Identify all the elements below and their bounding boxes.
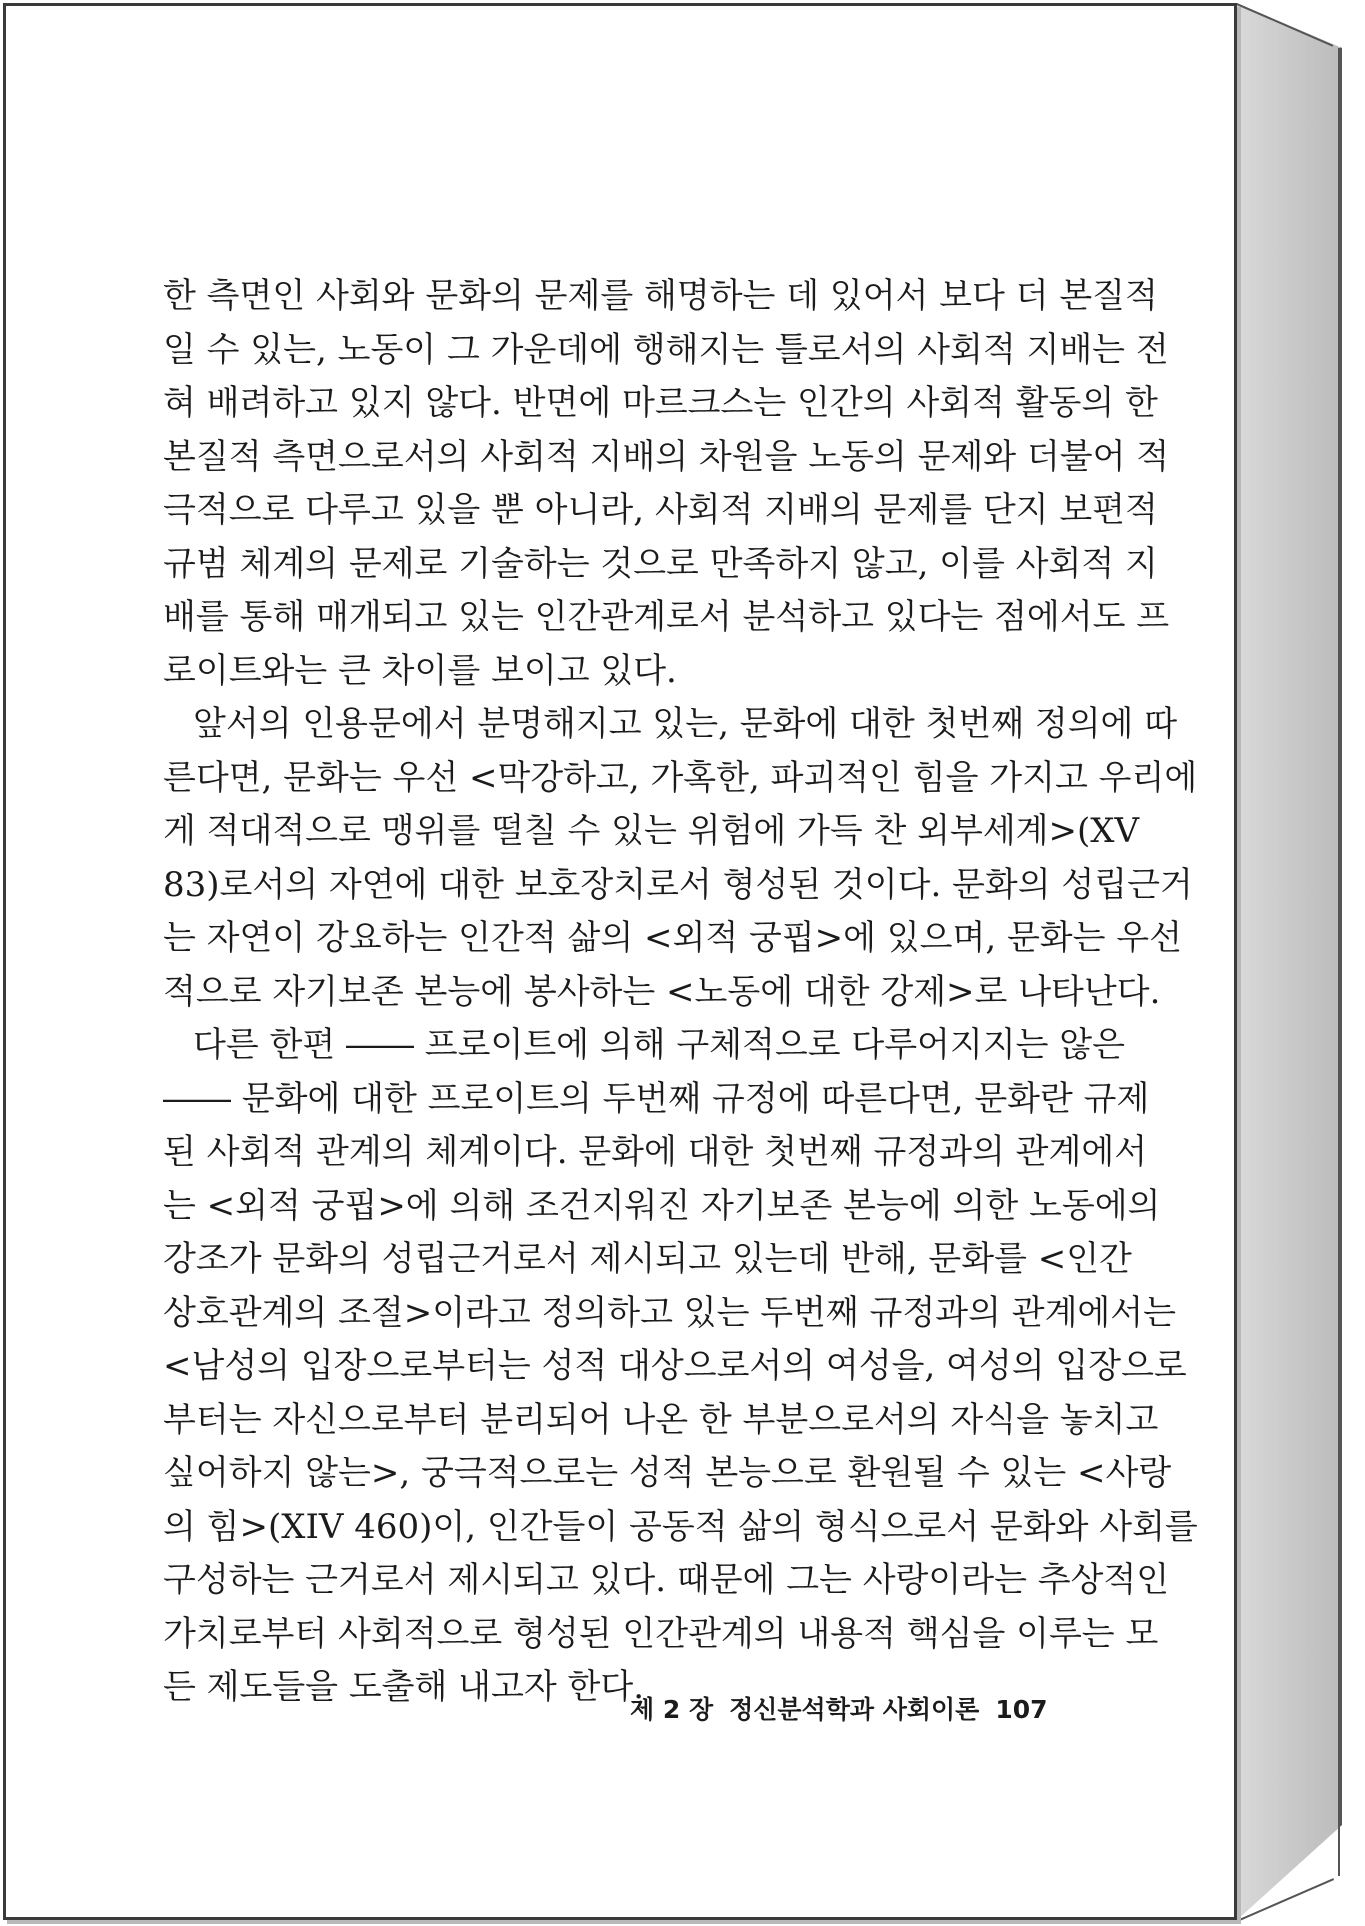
text-line: ―― 문화에 대한 프로이트의 두번째 규정에 따른다면, 문화란 규제 <box>163 1078 1150 1119</box>
text-line: 적으로 자기보존 본능에 봉사하는 <노동에 대한 강제>로 나타난다. <box>163 971 1161 1012</box>
footer-chapter: 제 2 장 <box>630 1695 714 1724</box>
text-line: 부터는 자신으로부터 분리되어 나온 한 부분으로서의 자식을 놓치고 <box>163 1399 1159 1440</box>
text-line: 극적으로 다루고 있을 뿐 아니라, 사회적 지배의 문제를 단지 보편적 <box>163 490 1158 530</box>
paragraph <box>163 698 1198 1019</box>
text-line: 구성하는 근거로서 제시되고 있다. 때문에 그는 사랑이라는 추상적인 <box>163 1560 1170 1600</box>
footer-title: 정신분석학과 사회이론 <box>729 1695 980 1724</box>
text-line: 른다면, 문화는 우선 <막강하고, 가혹한, 파괴적인 힘을 가지고 우리에 <box>163 757 1198 798</box>
text-line: 83)로서의 자연에 대한 보호장치로서 형성된 것이다. 문화의 성립근거 <box>163 864 1193 905</box>
text-line: 로이트와는 큰 차이를 보이고 있다. <box>163 650 677 691</box>
running-footer <box>630 1690 1048 1726</box>
text-line: 배를 통해 매개되고 있는 인간관계로서 분석하고 있다는 점에서도 프 <box>163 597 1170 637</box>
text-line: 규범 체계의 문제로 기술하는 것으로 만족하지 않고, 이를 사회적 지 <box>163 543 1158 584</box>
text-line: 가치로부터 사회적으로 형성된 인간관계의 내용적 핵심을 이루는 모 <box>163 1613 1159 1654</box>
text-line: 일 수 있는, 노동이 그 가운데에 행해지는 틀로서의 사회적 지배는 전 <box>163 329 1169 370</box>
paragraph <box>163 270 1170 698</box>
text-line: 게 적대적으로 맹위를 떨칠 수 있는 위험에 가득 찬 외부세계>(XV <box>163 811 1140 851</box>
text-line: 다른 한편 ―― 프로이트에 의해 구체적으로 다루어지지는 않은 <box>193 1025 1125 1065</box>
text-line: 강조가 문화의 성립근거로서 제시되고 있는데 반해, 문화를 <인간 <box>163 1239 1132 1279</box>
page-number: 107 <box>995 1695 1048 1724</box>
text-line: 의 힘>(XIV 460)이, 인간들이 공동적 삶의 형식으로서 문화와 사회를 <box>163 1506 1198 1547</box>
text-line: 는 자연이 강요하는 인간적 삶의 <외적 궁핍>에 있으며, 문화는 우선 <box>163 918 1182 958</box>
body-text <box>163 270 1198 1715</box>
text-line: 든 제도들을 도출해 내고자 한다. <box>163 1667 645 1707</box>
text-line: 싶어하지 않는>, 궁극적으로는 성적 본능으로 환원될 수 있는 <사랑 <box>163 1453 1172 1493</box>
text-line: 본질적 측면으로서의 사회적 지배의 차원을 노동의 문제와 더불어 적 <box>163 436 1170 477</box>
text-line: 된 사회적 관계의 체계이다. 문화에 대한 첫번째 규정과의 관계에서 <box>163 1132 1148 1172</box>
page-edge-right-line <box>1338 48 1340 1876</box>
text-line: <남성의 입장으로부터는 성적 대상으로서의 여성을, 여성의 입장으로 <box>163 1346 1187 1386</box>
text-line: 는 <외적 궁핍>에 의해 조건지워진 자기보존 본능에 의한 노동에의 <box>163 1185 1161 1226</box>
page-stack-edge <box>1237 3 1342 1920</box>
text-line: 상호관계의 조절>이라고 정의하고 있는 두번째 규정과의 관계에서는 <box>163 1292 1176 1333</box>
text-line: 앞서의 인용문에서 분명해지고 있는, 문화에 대한 첫번째 정의에 따 <box>193 704 1178 744</box>
paragraph <box>163 1019 1198 1715</box>
text-line: 한 측면인 사회와 문화의 문제를 해명하는 데 있어서 보다 더 본질적 <box>163 276 1158 316</box>
text-line: 혀 배려하고 있지 않다. 반면에 마르크스는 인간의 사회적 활동의 한 <box>163 383 1158 423</box>
